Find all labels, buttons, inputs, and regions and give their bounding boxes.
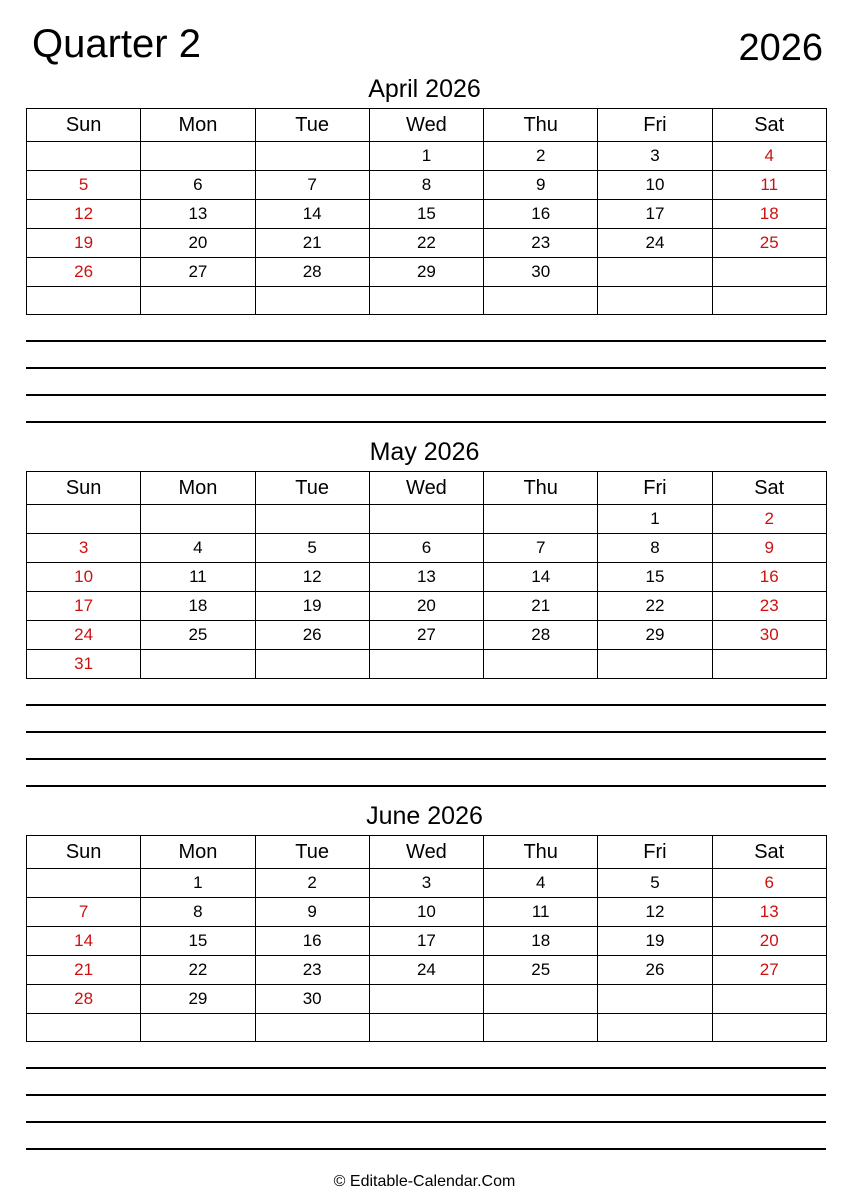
weekday-header-fri: Fri (598, 109, 712, 142)
week-row (27, 171, 827, 200)
day-cell-empty (255, 287, 369, 315)
block-spacer (0, 423, 849, 437)
weekday-header-sat: Sat (712, 472, 826, 505)
day-cell-empty (141, 142, 255, 171)
notes-area[interactable] (26, 315, 826, 423)
day-cell[interactable]: 27 (712, 956, 826, 985)
week-row (27, 505, 827, 534)
day-cell-empty (141, 287, 255, 315)
day-cell-empty (484, 287, 598, 315)
notes-spacer (26, 706, 826, 731)
month-grid (26, 835, 827, 1042)
day-cell[interactable]: 16 (255, 927, 369, 956)
day-cell[interactable]: 18 (484, 927, 598, 956)
day-cell[interactable]: 20 (712, 927, 826, 956)
day-cell[interactable]: 14 (484, 563, 598, 592)
day-cell[interactable]: 24 (598, 229, 712, 258)
day-cell[interactable]: 15 (369, 200, 483, 229)
weekday-header-thu: Thu (484, 472, 598, 505)
week-row (27, 287, 827, 315)
day-cell-empty (484, 985, 598, 1014)
day-cell-empty (712, 650, 826, 679)
week-row (27, 142, 827, 171)
day-cell-empty (141, 1014, 255, 1042)
day-cell-empty (255, 505, 369, 534)
notes-spacer (26, 1096, 826, 1121)
day-cell[interactable]: 22 (141, 956, 255, 985)
day-cell-empty (27, 869, 141, 898)
day-cell[interactable]: 13 (712, 898, 826, 927)
day-cell[interactable]: 10 (27, 563, 141, 592)
day-cell[interactable]: 2 (255, 869, 369, 898)
day-cell[interactable]: 26 (255, 621, 369, 650)
day-cell[interactable]: 28 (255, 258, 369, 287)
day-cell-empty (255, 142, 369, 171)
week-row (27, 869, 827, 898)
weekday-header-sun: Sun (27, 836, 141, 869)
day-cell[interactable]: 27 (141, 258, 255, 287)
weekday-header-sat: Sat (712, 109, 826, 142)
day-cell[interactable]: 3 (598, 142, 712, 171)
day-cell-empty (141, 505, 255, 534)
weekday-header-sun: Sun (27, 472, 141, 505)
notes-area[interactable] (26, 679, 826, 787)
day-cell[interactable]: 2 (484, 142, 598, 171)
day-cell[interactable]: 6 (141, 171, 255, 200)
footer-copyright: © Editable-Calendar.Com (333, 1173, 516, 1190)
day-cell[interactable]: 28 (484, 621, 598, 650)
month-block (26, 74, 823, 315)
day-cell[interactable]: 8 (141, 898, 255, 927)
day-cell[interactable]: 24 (27, 621, 141, 650)
day-cell[interactable]: 9 (712, 534, 826, 563)
day-cell[interactable]: 18 (141, 592, 255, 621)
week-row (27, 621, 827, 650)
day-cell[interactable]: 1 (141, 869, 255, 898)
day-cell-empty (484, 1014, 598, 1042)
day-cell-empty (141, 650, 255, 679)
weekday-header-tue: Tue (255, 109, 369, 142)
notes-spacer (26, 679, 826, 704)
week-row (27, 985, 827, 1014)
day-cell[interactable]: 14 (255, 200, 369, 229)
day-cell[interactable]: 10 (369, 898, 483, 927)
month-grid (26, 108, 827, 315)
day-cell[interactable]: 17 (598, 200, 712, 229)
day-cell[interactable]: 16 (712, 563, 826, 592)
day-cell-empty (27, 287, 141, 315)
block-spacer (0, 1150, 849, 1158)
day-cell[interactable]: 7 (27, 898, 141, 927)
day-cell[interactable]: 6 (712, 869, 826, 898)
day-cell[interactable]: 3 (369, 869, 483, 898)
month-block (26, 801, 823, 1042)
day-cell[interactable]: 12 (598, 898, 712, 927)
day-cell[interactable]: 19 (255, 592, 369, 621)
day-cell[interactable]: 30 (484, 258, 598, 287)
notes-spacer (26, 1123, 826, 1148)
day-cell-empty (598, 258, 712, 287)
day-cell-empty (255, 650, 369, 679)
month-grid (26, 471, 827, 679)
day-cell[interactable]: 21 (484, 592, 598, 621)
day-cell-empty (369, 985, 483, 1014)
weekday-header-row (27, 836, 827, 869)
day-cell-empty (27, 142, 141, 171)
day-cell[interactable]: 19 (598, 927, 712, 956)
day-cell[interactable]: 21 (255, 229, 369, 258)
day-cell[interactable]: 24 (369, 956, 483, 985)
week-row (27, 563, 827, 592)
day-cell[interactable]: 30 (712, 621, 826, 650)
day-cell[interactable]: 14 (27, 927, 141, 956)
day-cell[interactable]: 17 (27, 592, 141, 621)
day-cell[interactable]: 10 (598, 171, 712, 200)
day-cell[interactable]: 3 (27, 534, 141, 563)
day-cell-empty (712, 985, 826, 1014)
day-cell[interactable]: 23 (484, 229, 598, 258)
weekday-header-mon: Mon (141, 109, 255, 142)
day-cell[interactable]: 4 (141, 534, 255, 563)
day-cell[interactable]: 29 (369, 258, 483, 287)
month-title: April 2026 (368, 75, 481, 103)
day-cell-empty (27, 505, 141, 534)
day-cell[interactable]: 11 (484, 898, 598, 927)
notes-spacer (26, 342, 826, 367)
day-cell[interactable]: 17 (369, 927, 483, 956)
day-cell[interactable]: 1 (369, 142, 483, 171)
quarter-title: Quarter 2 (32, 22, 201, 66)
day-cell-empty (712, 287, 826, 315)
notes-area[interactable] (26, 1042, 826, 1150)
month-title: May 2026 (369, 438, 480, 466)
day-cell[interactable]: 9 (484, 171, 598, 200)
week-row (27, 1014, 827, 1042)
day-cell[interactable]: 26 (27, 258, 141, 287)
day-cell-empty (369, 287, 483, 315)
weekday-header-fri: Fri (598, 472, 712, 505)
day-cell[interactable]: 6 (369, 534, 483, 563)
week-row (27, 956, 827, 985)
day-cell[interactable]: 8 (598, 534, 712, 563)
day-cell-empty (712, 1014, 826, 1042)
day-cell-empty (598, 287, 712, 315)
weekday-header-wed: Wed (369, 836, 483, 869)
day-cell[interactable]: 20 (141, 229, 255, 258)
week-row (27, 229, 827, 258)
day-cell[interactable]: 7 (255, 171, 369, 200)
day-cell[interactable]: 20 (369, 592, 483, 621)
weekday-header-thu: Thu (484, 836, 598, 869)
notes-spacer (26, 760, 826, 785)
week-row (27, 258, 827, 287)
day-cell[interactable]: 15 (141, 927, 255, 956)
day-cell[interactable]: 11 (712, 171, 826, 200)
block-spacer (0, 787, 849, 801)
day-cell-empty (369, 505, 483, 534)
day-cell-empty (255, 1014, 369, 1042)
day-cell[interactable]: 22 (369, 229, 483, 258)
weekday-header-row (27, 472, 827, 505)
day-cell[interactable]: 4 (712, 142, 826, 171)
weekday-header-sat: Sat (712, 836, 826, 869)
day-cell[interactable]: 15 (598, 563, 712, 592)
notes-spacer (26, 1042, 826, 1067)
weekday-header-mon: Mon (141, 836, 255, 869)
day-cell-empty (484, 650, 598, 679)
day-cell-empty (712, 258, 826, 287)
day-cell[interactable]: 23 (255, 956, 369, 985)
weekday-header-thu: Thu (484, 109, 598, 142)
day-cell[interactable]: 12 (255, 563, 369, 592)
day-cell-empty (369, 650, 483, 679)
day-cell-empty (598, 985, 712, 1014)
year-title: 2026 (738, 27, 823, 69)
day-cell[interactable]: 29 (598, 621, 712, 650)
notes-spacer (26, 396, 826, 421)
day-cell[interactable]: 25 (712, 229, 826, 258)
week-row (27, 200, 827, 229)
weekday-header-mon: Mon (141, 472, 255, 505)
day-cell[interactable]: 21 (27, 956, 141, 985)
day-cell[interactable]: 1 (598, 505, 712, 534)
day-cell-empty (484, 505, 598, 534)
weekday-header-tue: Tue (255, 472, 369, 505)
day-cell[interactable]: 31 (27, 650, 141, 679)
month-block (26, 437, 823, 679)
week-row (27, 927, 827, 956)
day-cell[interactable]: 23 (712, 592, 826, 621)
weekday-header-sun: Sun (27, 109, 141, 142)
day-cell[interactable]: 28 (27, 985, 141, 1014)
day-cell[interactable]: 30 (255, 985, 369, 1014)
day-cell[interactable]: 7 (484, 534, 598, 563)
day-cell[interactable]: 5 (27, 171, 141, 200)
day-cell[interactable]: 8 (369, 171, 483, 200)
months-container (0, 74, 849, 1158)
day-cell[interactable]: 25 (484, 956, 598, 985)
day-cell[interactable]: 11 (141, 563, 255, 592)
day-cell[interactable]: 18 (712, 200, 826, 229)
day-cell[interactable]: 22 (598, 592, 712, 621)
day-cell[interactable]: 19 (27, 229, 141, 258)
weekday-header-wed: Wed (369, 109, 483, 142)
weekday-header-row (27, 109, 827, 142)
day-cell-empty (598, 650, 712, 679)
notes-spacer (26, 1069, 826, 1094)
day-cell[interactable]: 13 (141, 200, 255, 229)
day-cell[interactable]: 13 (369, 563, 483, 592)
notes-spacer (26, 369, 826, 394)
week-row (27, 534, 827, 563)
day-cell[interactable]: 2 (712, 505, 826, 534)
day-cell[interactable]: 29 (141, 985, 255, 1014)
weekday-header-tue: Tue (255, 836, 369, 869)
month-title: June 2026 (366, 802, 483, 830)
page-header (26, 0, 823, 74)
day-cell[interactable]: 5 (255, 534, 369, 563)
weekday-header-wed: Wed (369, 472, 483, 505)
day-cell[interactable]: 5 (598, 869, 712, 898)
day-cell[interactable]: 4 (484, 869, 598, 898)
weekday-header-fri: Fri (598, 836, 712, 869)
day-cell-empty (598, 1014, 712, 1042)
day-cell[interactable]: 27 (369, 621, 483, 650)
day-cell[interactable]: 12 (27, 200, 141, 229)
day-cell[interactable]: 9 (255, 898, 369, 927)
day-cell[interactable]: 25 (141, 621, 255, 650)
week-row (27, 898, 827, 927)
day-cell[interactable]: 16 (484, 200, 598, 229)
notes-spacer (26, 315, 826, 340)
day-cell-empty (369, 1014, 483, 1042)
week-row (27, 592, 827, 621)
day-cell[interactable]: 26 (598, 956, 712, 985)
day-cell-empty (27, 1014, 141, 1042)
week-row (27, 650, 827, 679)
notes-spacer (26, 733, 826, 758)
